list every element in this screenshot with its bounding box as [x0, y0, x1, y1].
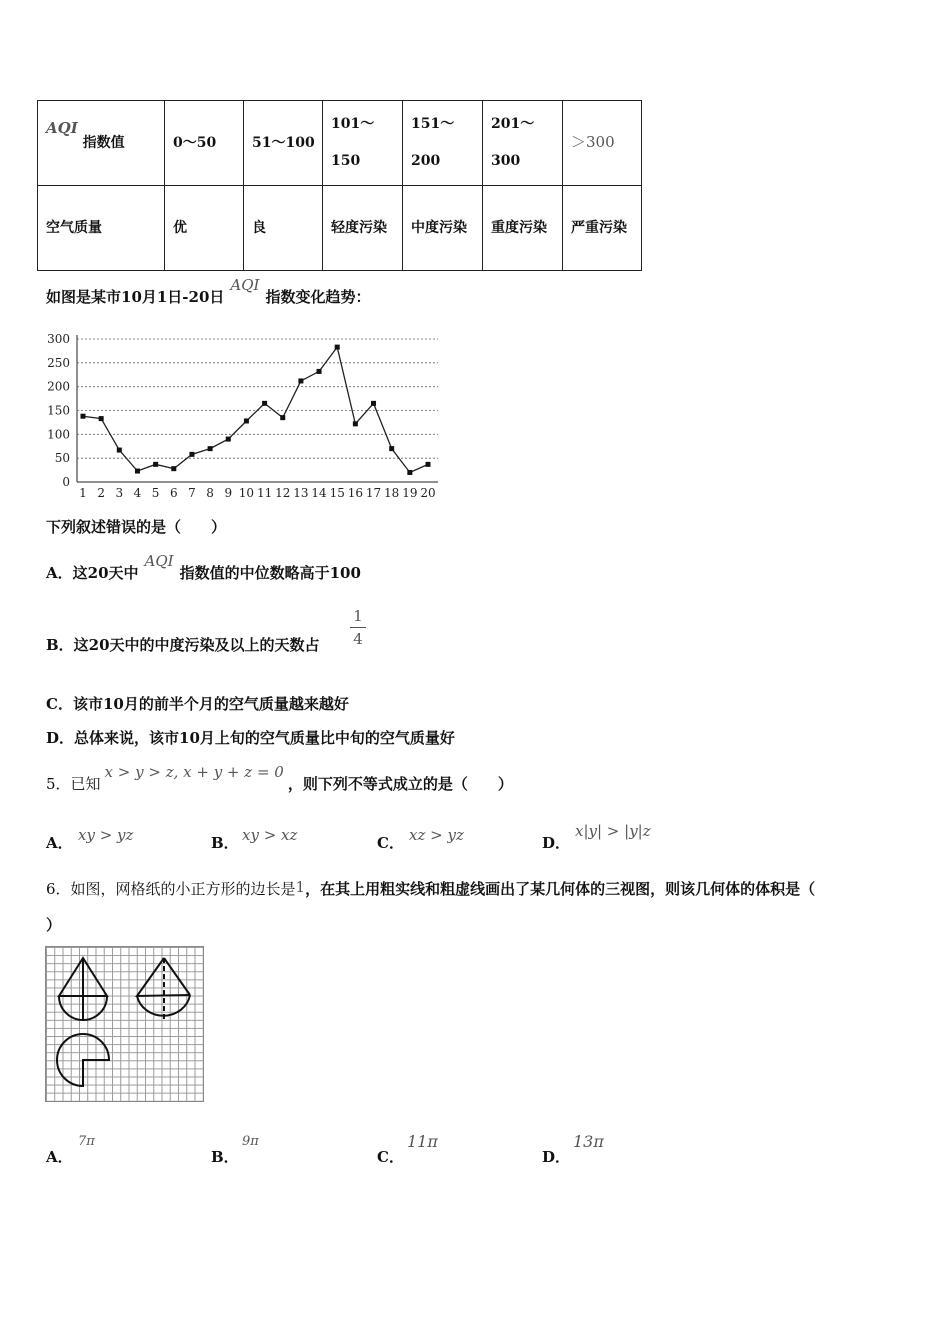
q6-stem: 6．如图，网格纸的小正方形的边长是1，在其上用粗实线和粗虚线画出了某几何体的三视图，则该几何体的体积是（: [46, 878, 816, 898]
data-point: [135, 469, 140, 474]
x-tick-label: 5: [151, 486, 160, 500]
data-point: [426, 462, 431, 467]
q6-option-d: D．: [542, 1148, 571, 1166]
table-cell: 轻度污染: [323, 186, 403, 271]
data-point: [262, 401, 267, 406]
q4-option-d: D．总体来说，该市10月上旬的空气质量比中旬的空气质量好: [46, 729, 455, 747]
data-point: [335, 345, 340, 350]
x-tick-label: 11: [256, 486, 273, 500]
q5-option-c: C．: [377, 834, 404, 852]
q5-option-a: A．: [46, 834, 73, 852]
q5-option-b-math: xy > xz: [242, 826, 298, 844]
q6-option-c: C．: [377, 1148, 404, 1166]
x-tick-label: 12: [275, 486, 291, 500]
x-tick-label: 1: [79, 486, 87, 500]
data-point: [280, 415, 285, 420]
q4-stem: 下列叙述错误的是（ ）: [46, 518, 227, 536]
x-tick-label: 18: [384, 486, 400, 500]
data-point: [226, 437, 231, 442]
data-point: [407, 470, 412, 475]
x-tick-label: 19: [402, 486, 418, 500]
q5-option-b: B．: [211, 834, 239, 852]
table-cell: 空气质量: [38, 186, 165, 271]
table-cell: 101～150: [323, 101, 403, 186]
q4-option-b: B．这20天中的中度污染及以上的天数占: [46, 636, 320, 654]
y-tick-label: 100: [47, 427, 70, 442]
q5-option-d: D．: [542, 834, 571, 852]
x-tick-label: 6: [169, 486, 178, 500]
table-cell: 重度污染: [483, 186, 563, 271]
q6-option-c-math: 11π: [407, 1132, 438, 1151]
q6-option-a: A．: [46, 1148, 73, 1166]
q6-option-a-math: 7π: [78, 1134, 95, 1149]
y-tick-label: 150: [47, 403, 70, 418]
table-cell: ＞300: [563, 101, 642, 186]
table-cell: 优: [165, 186, 244, 271]
table-cell: 良: [244, 186, 323, 271]
data-point: [353, 421, 358, 426]
q6-option-b: B．: [211, 1148, 239, 1166]
data-point: [298, 378, 303, 383]
y-tick-label: 250: [47, 355, 70, 370]
x-tick-label: 17: [365, 486, 382, 500]
aqi-line-chart: [40, 325, 445, 505]
series-line: [83, 347, 428, 472]
table-cell: 51～100: [244, 101, 323, 186]
q6-option-d-math: 13π: [573, 1132, 604, 1151]
top-view: [57, 1034, 109, 1086]
y-tick-label: 0: [62, 475, 70, 489]
fraction: 1 4: [350, 607, 366, 648]
q4-option-c: C．该市10月的前半个月的空气质量越来越好: [46, 695, 349, 713]
table-cell: 中度污染: [403, 186, 483, 271]
x-tick-label: 10: [238, 486, 255, 500]
data-point: [81, 414, 86, 419]
x-tick-label: 3: [115, 486, 124, 500]
q5-stem: 5．已知x > y > z, x + y + z = 0，则下列不等式成立的是（ ）: [46, 763, 513, 793]
side-view: [137, 958, 190, 1020]
x-tick-label: 4: [133, 486, 142, 500]
x-tick-label: 14: [311, 486, 327, 500]
x-tick-label: 8: [206, 486, 214, 500]
table-cell: 201～300: [483, 101, 563, 186]
data-point: [371, 401, 376, 406]
x-tick-label: 7: [188, 486, 196, 500]
intro-text: 如图是某市10月1日-20日AQI指数变化趋势：: [46, 276, 371, 306]
q5-option-d-math: x|y| > |y|z: [575, 822, 651, 840]
x-tick-label: 9: [224, 486, 233, 500]
q4-option-a: A．这20天中AQI指数值的中位数略高于100: [46, 552, 361, 582]
q5-option-c-math: xz > yz: [409, 826, 464, 844]
three-view-figure: [45, 946, 203, 1102]
data-point: [208, 446, 213, 451]
y-tick-label: 300: [47, 332, 70, 346]
table-cell: 0～50: [165, 101, 244, 186]
x-tick-label: 16: [347, 486, 364, 500]
y-tick-label: 200: [47, 379, 70, 394]
data-point: [117, 448, 122, 453]
q6-stem-close: ）: [46, 916, 62, 934]
data-point: [389, 446, 394, 451]
data-point: [317, 369, 322, 374]
data-point: [171, 466, 176, 471]
table-cell: AQI 指数值: [38, 101, 165, 186]
data-point: [153, 462, 158, 467]
x-tick-label: 13: [293, 486, 309, 500]
x-tick-label: 20: [420, 486, 436, 500]
y-tick-label: 50: [54, 451, 70, 466]
table-cell: 严重污染: [563, 186, 642, 271]
data-point: [189, 452, 194, 457]
q5-option-a-math: xy > yz: [78, 826, 134, 844]
front-view: [59, 958, 107, 1020]
q6-option-b-math: 9π: [242, 1134, 259, 1149]
x-tick-label: 2: [97, 486, 105, 500]
data-point: [244, 418, 249, 423]
table-cell: 151～200: [403, 101, 483, 186]
data-point: [99, 416, 104, 421]
aqi-table: [37, 100, 642, 271]
x-tick-label: 15: [329, 486, 345, 500]
